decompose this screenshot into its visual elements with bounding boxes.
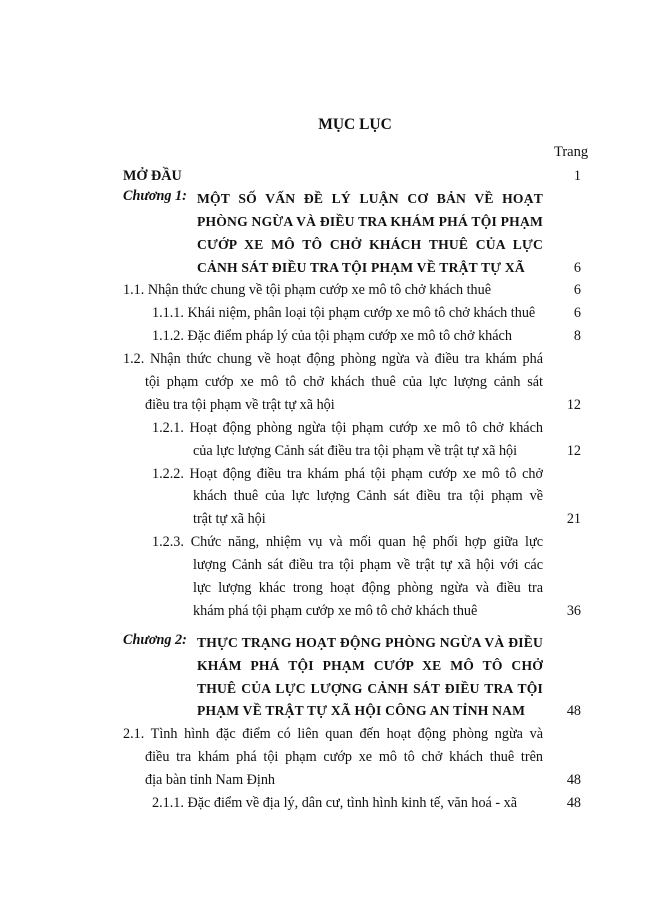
- toc-entry-text: lực lượng khác trong hoạt động phòng ngừa và điều tra: [193, 580, 543, 597]
- toc-entry-text: trật tự xã hội: [193, 511, 266, 528]
- page-number: 8: [573, 328, 581, 345]
- toc-entry-text: 1.2. Nhận thức chung về hoạt động phòng ngừa và điều tra khám phá: [123, 351, 543, 368]
- toc-entry-text: MỞ ĐẦU: [123, 168, 182, 184]
- toc-entry-text: CƯỚP XE MÔ TÔ CHỞ KHÁCH THUÊ CỦA LỰC: [197, 236, 543, 252]
- toc-entry-text: PHÒNG NGỪA VÀ ĐIỀU TRA KHÁM PHÁ TỘI PHẠM: [197, 213, 543, 229]
- toc-chapter[interactable]: [123, 632, 583, 724]
- page-number: 1: [573, 168, 581, 184]
- toc-entry-text: của lực lượng Cảnh sát điều tra tội phạm về trật tự xã hội: [193, 442, 518, 459]
- toc-entry-text: địa bàn tỉnh Nam Định: [145, 772, 276, 789]
- toc-entry-text: CẢNH SÁT ĐIỀU TRA TỘI PHẠM VỀ TRẬT TỰ XÃ: [197, 259, 525, 275]
- toc-entry[interactable]: [123, 165, 583, 188]
- toc-entry-text: 1.1.2. Đặc điểm pháp lý của tội phạm cướp xe mô tô chở khách: [152, 328, 512, 345]
- page-title: MỤC LỤC: [318, 116, 392, 133]
- page-number: 36: [566, 602, 581, 619]
- toc-entry[interactable]: [123, 279, 583, 302]
- toc-entry[interactable]: [123, 463, 583, 532]
- toc-chapter[interactable]: [123, 188, 583, 280]
- chapter-label: Chương 1:: [123, 187, 187, 204]
- toc-entry[interactable]: [123, 723, 583, 792]
- page-number: 12: [566, 396, 581, 413]
- toc-entry-text: điều tra khám phá tội phạm cướp xe mô tô chở khách thuê trên: [145, 749, 543, 766]
- toc-entry-text: THỰC TRẠNG HOẠT ĐỘNG PHÒNG NGỪA VÀ ĐIỀU: [197, 634, 543, 650]
- toc-entry-text: 1.2.1. Hoạt động phòng ngừa tội phạm cướp xe mô tô chở khách: [152, 419, 543, 436]
- page-number: 48: [566, 772, 581, 789]
- page-number: 6: [573, 259, 581, 276]
- toc-entry-text: lượng Cảnh sát điều tra tội phạm về trật tự xã hội với các: [193, 557, 543, 574]
- toc-entry-text: 1.2.2. Hoạt động điều tra khám phá tội phạm cướp xe mô tô chở: [152, 465, 543, 482]
- page-number: 6: [573, 305, 581, 322]
- page-number: 48: [566, 795, 581, 812]
- toc-entry-text: PHẠM VỀ TRẬT TỰ XÃ HỘI CÔNG AN TỈNH NAM: [197, 703, 526, 719]
- toc-entry[interactable]: [123, 348, 583, 417]
- toc-entry-text: khách thuê của lực lượng Cảnh sát điều tra tội phạm về: [193, 488, 543, 505]
- toc-entry-text: MỘT SỐ VẤN ĐỀ LÝ LUẬN CƠ BẢN VỀ HOẠT: [197, 190, 543, 206]
- toc-entry-text: THUÊ CỦA LỰC LƯỢNG CẢNH SÁT ĐIỀU TRA TỘI: [197, 680, 543, 696]
- page-number: 48: [566, 703, 581, 720]
- page-column-header: Trang: [554, 144, 589, 160]
- toc-entry[interactable]: [123, 302, 583, 325]
- toc-entry-text: tội phạm cướp xe mô tô chở khách thuê của lực lượng cảnh sát: [145, 374, 543, 391]
- toc-entry[interactable]: [123, 531, 583, 623]
- toc-entry-text: KHÁM PHÁ TỘI PHẠM CƯỚP XE MÔ TÔ CHỞ: [197, 657, 543, 673]
- table-of-contents: [123, 165, 583, 815]
- toc-entry[interactable]: [123, 792, 583, 815]
- toc-entry-text: 1.1.1. Khái niệm, phân loại tội phạm cướp xe mô tô chở khách thuê: [152, 305, 536, 322]
- toc-entry-text: 2.1. Tình hình đặc điểm có liên quan đến hoạt động phòng ngừa và: [123, 726, 543, 743]
- toc-entry-text: điều tra tội phạm về trật tự xã hội: [145, 396, 335, 413]
- page-number: 12: [566, 442, 581, 459]
- toc-entry-text: 1.2.3. Chức năng, nhiệm vụ và mối quan hệ phối hợp giữa lực: [152, 534, 543, 551]
- toc-entry[interactable]: [123, 417, 583, 463]
- toc-entry[interactable]: [123, 325, 583, 348]
- page-number: 6: [573, 282, 581, 299]
- page-number: 21: [566, 511, 581, 528]
- chapter-label: Chương 2:: [123, 631, 187, 648]
- toc-entry-text: 2.1.1. Đặc điểm về địa lý, dân cư, tình hình kinh tế, văn hoá - xã: [152, 795, 518, 812]
- toc-entry-text: 1.1. Nhận thức chung về tội phạm cướp xe mô tô chở khách thuê: [123, 282, 492, 299]
- toc-entry-text: khám phá tội phạm cướp xe mô tô chở khách thuê: [193, 602, 478, 619]
